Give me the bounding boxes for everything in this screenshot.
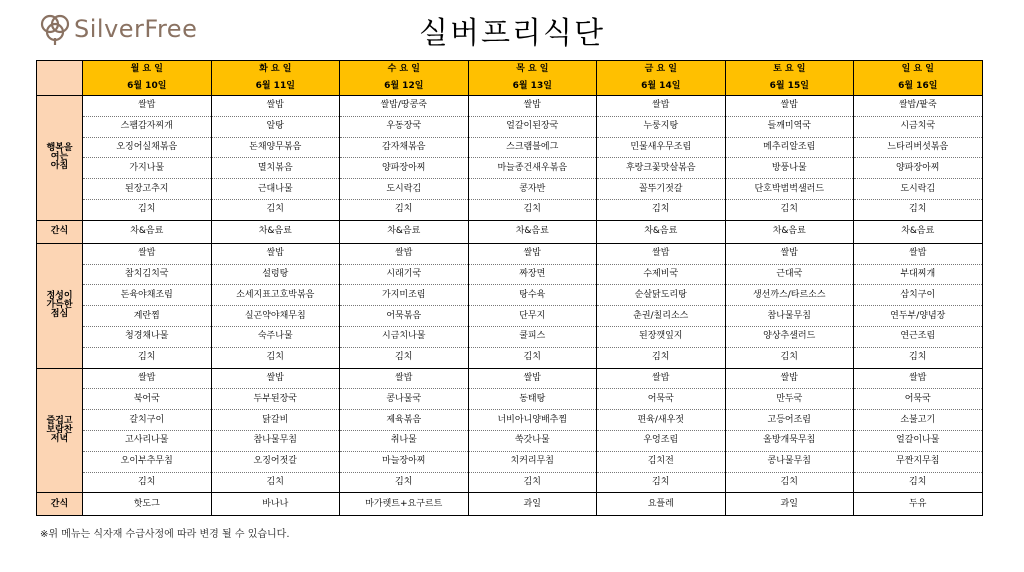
menu-item: 쌀밥 — [468, 96, 597, 117]
menu-item: 들깨미역국 — [725, 116, 854, 137]
menu-item: 쌀밥 — [597, 243, 726, 264]
menu-item: 쌀밥 — [340, 368, 469, 389]
menu-item: 춘권/칠리소스 — [597, 306, 726, 327]
snack-item: 차&음료 — [597, 220, 726, 243]
day-header: 수 요 일 — [340, 61, 469, 79]
menu-item: 얼갈이된장국 — [468, 116, 597, 137]
menu-item: 김치 — [597, 347, 726, 368]
menu-row — [37, 389, 983, 410]
menu-item: 단무지 — [468, 306, 597, 327]
menu-item: 멸치볶음 — [211, 158, 340, 179]
menu-item: 소세지표고호박볶음 — [211, 285, 340, 306]
menu-item: 설렁탕 — [211, 264, 340, 285]
menu-item: 우동장국 — [340, 116, 469, 137]
menu-item: 쌀밥 — [83, 243, 212, 264]
menu-item: 동태탕 — [468, 389, 597, 410]
snack-item: 요플레 — [597, 493, 726, 516]
menu-item: 김치 — [211, 199, 340, 220]
menu-item: 수제비국 — [597, 264, 726, 285]
meal-label: 즐겁고 보람찬 저녁 — [37, 368, 83, 493]
menu-item: 짜장면 — [468, 264, 597, 285]
menu-item: 부대찌개 — [854, 264, 983, 285]
snack-item: 차&음료 — [211, 220, 340, 243]
menu-item: 콩자반 — [468, 179, 597, 200]
menu-item: 쌀밥 — [854, 243, 983, 264]
menu-item: 쌀밥 — [597, 368, 726, 389]
menu-item: 김치 — [725, 199, 854, 220]
snack-item: 과일 — [725, 493, 854, 516]
menu-item: 쌀밥 — [211, 243, 340, 264]
menu-item: 쌀밥 — [725, 368, 854, 389]
menu-item: 어묵국 — [597, 389, 726, 410]
menu-item: 콩나물국 — [340, 389, 469, 410]
menu-item: 스크램블에그 — [468, 137, 597, 158]
menu-row — [37, 96, 983, 117]
menu-item: 된장고추지 — [83, 179, 212, 200]
menu-item: 김치 — [854, 199, 983, 220]
menu-item: 쌀밥 — [725, 243, 854, 264]
menu-item: 쌀밥/팥죽 — [854, 96, 983, 117]
snack-label: 간식 — [37, 220, 83, 243]
menu-item: 청경채나물 — [83, 326, 212, 347]
menu-item: 두부된장국 — [211, 389, 340, 410]
menu-item: 도시락김 — [854, 179, 983, 200]
page-title: 실버프리식단 — [419, 16, 605, 51]
menu-row — [37, 430, 983, 451]
menu-row — [37, 264, 983, 285]
menu-item: 우엉조림 — [597, 430, 726, 451]
menu-item: 생선까스/타르소스 — [725, 285, 854, 306]
snack-item: 차&음료 — [854, 220, 983, 243]
menu-item: 쌀밥 — [211, 96, 340, 117]
menu-item: 소불고기 — [854, 410, 983, 431]
menu-item: 참치김치국 — [83, 264, 212, 285]
menu-item: 북어국 — [83, 389, 212, 410]
snack-item: 차&음료 — [83, 220, 212, 243]
menu-row — [37, 410, 983, 431]
menu-item: 탕수육 — [468, 285, 597, 306]
menu-item: 가지나물 — [83, 158, 212, 179]
menu-item: 김치 — [468, 199, 597, 220]
menu-item: 얼갈이나물 — [854, 430, 983, 451]
menu-item: 시래기국 — [340, 264, 469, 285]
snack-item: 차&음료 — [468, 220, 597, 243]
menu-item: 갈치구이 — [83, 410, 212, 431]
menu-item: 숙주나물 — [211, 326, 340, 347]
menu-item: 꼴뚜기젓갈 — [597, 179, 726, 200]
menu-item: 느타리버섯볶음 — [854, 137, 983, 158]
snack-item: 바나나 — [211, 493, 340, 516]
menu-item: 쌀밥 — [725, 96, 854, 117]
menu-item: 양상추샐러드 — [725, 326, 854, 347]
menu-item: 쿨피스 — [468, 326, 597, 347]
menu-row — [37, 116, 983, 137]
snack-item: 마가렛트+요구르트 — [340, 493, 469, 516]
snack-label: 간식 — [37, 493, 83, 516]
menu-item: 삼치구이 — [854, 285, 983, 306]
date-header: 6월 13일 — [468, 78, 597, 96]
snack-row — [37, 493, 983, 516]
date-header: 6월 12일 — [340, 78, 469, 96]
menu-item: 연두부/양념장 — [854, 306, 983, 327]
menu-item: 된장깻잎지 — [597, 326, 726, 347]
menu-item: 김치 — [340, 472, 469, 493]
menu-item: 계란찜 — [83, 306, 212, 327]
footnote: ※위 메뉴는 식자재 수급사정에 따라 변경 될 수 있습니다. — [40, 529, 290, 540]
menu-item: 닭갈비 — [211, 410, 340, 431]
brand-name: SilverFree — [74, 15, 198, 43]
menu-item: 김치 — [83, 347, 212, 368]
menu-item: 너비아니양배추찜 — [468, 410, 597, 431]
menu-item: 김치 — [211, 472, 340, 493]
menu-item: 김치 — [597, 472, 726, 493]
menu-item: 김치전 — [597, 451, 726, 472]
menu-item: 알탕 — [211, 116, 340, 137]
menu-item: 오징어젓갈 — [211, 451, 340, 472]
menu-row — [37, 306, 983, 327]
menu-item: 김치 — [854, 472, 983, 493]
date-header-row — [37, 78, 983, 96]
menu-item: 시금치국 — [854, 116, 983, 137]
menu-item: 쑥갓나물 — [468, 430, 597, 451]
menu-item: 근대나물 — [211, 179, 340, 200]
day-header: 월 요 일 — [83, 61, 212, 79]
menu-item: 김치 — [468, 347, 597, 368]
day-header: 토 요 일 — [725, 61, 854, 79]
menu-item: 치커리무침 — [468, 451, 597, 472]
menu-item: 오징어실채볶음 — [83, 137, 212, 158]
menu-item: 순살닭도리탕 — [597, 285, 726, 306]
menu-item: 후랑크꽃맛살볶음 — [597, 158, 726, 179]
menu-item: 김치 — [83, 472, 212, 493]
menu-row — [37, 285, 983, 306]
menu-row — [37, 368, 983, 389]
menu-item: 어묵볶음 — [340, 306, 469, 327]
menu-item: 편육/새우젓 — [597, 410, 726, 431]
menu-item: 마늘장아찌 — [340, 451, 469, 472]
snack-row — [37, 220, 983, 243]
snack-item: 두유 — [854, 493, 983, 516]
menu-item: 김치 — [83, 199, 212, 220]
snack-item: 핫도그 — [83, 493, 212, 516]
menu-item: 쌀밥 — [211, 368, 340, 389]
date-header: 6월 14일 — [597, 78, 726, 96]
menu-item: 가지미조림 — [340, 285, 469, 306]
menu-item: 감자채볶음 — [340, 137, 469, 158]
day-header: 화 요 일 — [211, 61, 340, 79]
menu-item: 연근조림 — [854, 326, 983, 347]
day-header: 일 요 일 — [854, 61, 983, 79]
menu-item: 양파장아찌 — [854, 158, 983, 179]
menu-item: 메추리알조림 — [725, 137, 854, 158]
day-header: 목 요 일 — [468, 61, 597, 79]
menu-row — [37, 179, 983, 200]
menu-item: 김치 — [468, 472, 597, 493]
menu-item: 쌀밥 — [597, 96, 726, 117]
snack-item: 차&음료 — [725, 220, 854, 243]
corner-cell — [37, 61, 83, 96]
menu-item: 올방개묵무침 — [725, 430, 854, 451]
snack-item: 과일 — [468, 493, 597, 516]
menu-row — [37, 451, 983, 472]
menu-item: 돈채양무볶음 — [211, 137, 340, 158]
menu-row — [37, 199, 983, 220]
menu-item: 취나물 — [340, 430, 469, 451]
menu-item: 어묵국 — [854, 389, 983, 410]
menu-item: 쌀밥 — [83, 368, 212, 389]
menu-item: 콩나물무침 — [725, 451, 854, 472]
menu-item: 쌀밥 — [854, 368, 983, 389]
snack-item: 차&음료 — [340, 220, 469, 243]
menu-item: 근대국 — [725, 264, 854, 285]
menu-row — [37, 326, 983, 347]
menu-item: 김치 — [725, 347, 854, 368]
menu-item: 김치 — [340, 347, 469, 368]
menu-item: 누룽지탕 — [597, 116, 726, 137]
menu-item: 쌀밥 — [468, 368, 597, 389]
menu-row — [37, 137, 983, 158]
menu-item: 김치 — [211, 347, 340, 368]
date-header: 6월 11일 — [211, 78, 340, 96]
menu-row — [37, 472, 983, 493]
date-header: 6월 10일 — [83, 78, 212, 96]
menu-row — [37, 158, 983, 179]
menu-item: 김치 — [725, 472, 854, 493]
menu-item: 만두국 — [725, 389, 854, 410]
menu-item: 무짠지무침 — [854, 451, 983, 472]
menu-item: 제육볶음 — [340, 410, 469, 431]
menu-item: 민물새우무조림 — [597, 137, 726, 158]
day-header-row — [37, 61, 983, 79]
menu-item: 양파장아찌 — [340, 158, 469, 179]
menu-item: 시금치나물 — [340, 326, 469, 347]
menu-item: 참나물무침 — [211, 430, 340, 451]
date-header: 6월 16일 — [854, 78, 983, 96]
menu-item: 김치 — [854, 347, 983, 368]
menu-row — [37, 347, 983, 368]
menu-item: 오이부추무침 — [83, 451, 212, 472]
day-header: 금 요 일 — [597, 61, 726, 79]
menu-item: 쌀밥 — [340, 243, 469, 264]
menu-item: 도시락김 — [340, 179, 469, 200]
menu-item: 단호박범벅샐러드 — [725, 179, 854, 200]
menu-item: 쌀밥 — [468, 243, 597, 264]
menu-item: 김치 — [597, 199, 726, 220]
menu-item: 방풍나물 — [725, 158, 854, 179]
menu-item: 스팸감자찌개 — [83, 116, 212, 137]
menu-item: 실곤약야채무침 — [211, 306, 340, 327]
menu-item: 참나물무침 — [725, 306, 854, 327]
weekly-menu-table — [36, 60, 983, 516]
menu-item: 고사리나물 — [83, 430, 212, 451]
date-header: 6월 15일 — [725, 78, 854, 96]
meal-label: 행복을 여는 아침 — [37, 96, 83, 221]
menu-item: 마늘종건새우볶음 — [468, 158, 597, 179]
menu-item: 쌀밥 — [83, 96, 212, 117]
menu-item: 김치 — [340, 199, 469, 220]
menu-row — [37, 243, 983, 264]
meal-label: 정성이 가득한 점심 — [37, 243, 83, 368]
menu-item: 고등어조림 — [725, 410, 854, 431]
menu-item: 쌀밥/땅콩죽 — [340, 96, 469, 117]
menu-item: 돈육야채조림 — [83, 285, 212, 306]
